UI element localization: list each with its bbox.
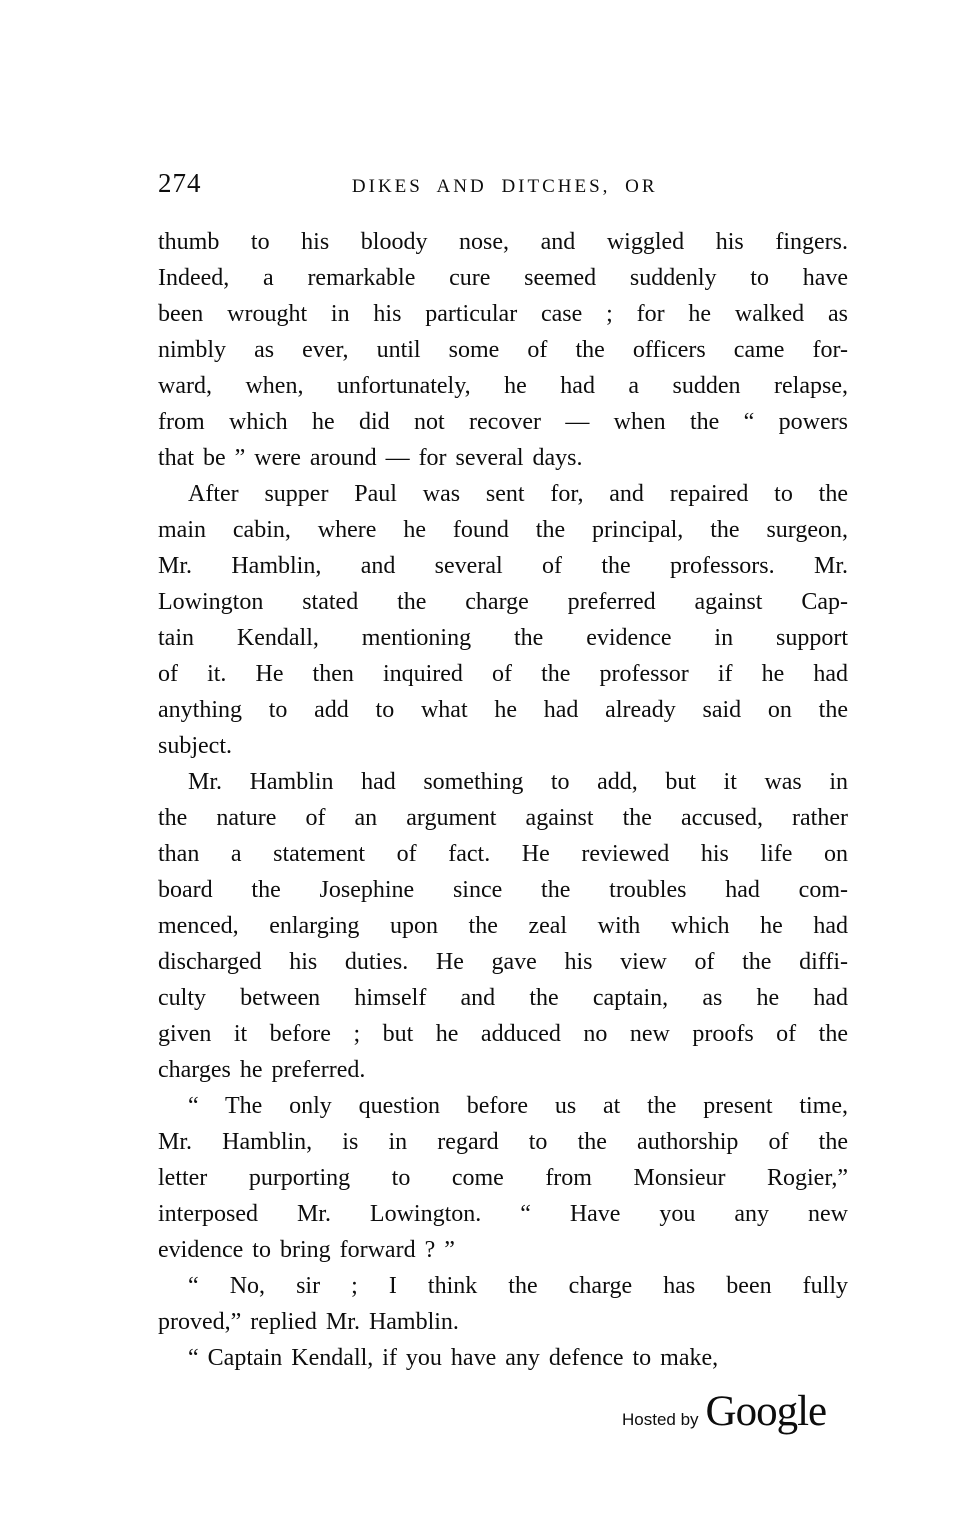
- text-line: Mr. Hamblin, and several of the professors. Mr.: [158, 553, 848, 579]
- paragraph: [158, 1088, 848, 1268]
- text-line: culty between himself and the captain, as he had: [158, 985, 848, 1011]
- page-number: 274: [158, 168, 202, 198]
- text-line: Mr. Hamblin had something to add, but it was in: [188, 769, 848, 795]
- text-line: letter purporting to come from Monsieur Rogier,”: [158, 1165, 848, 1191]
- text-line: the nature of an argument against the accused, rather: [158, 805, 848, 831]
- text-line: discharged his duties. He gave his view of the diffi-: [158, 949, 848, 975]
- text-line: anything to add to what he had already said on the: [158, 697, 848, 723]
- text-line: subject.: [158, 733, 232, 759]
- text-line: proved,” replied Mr. Hamblin.: [158, 1309, 459, 1335]
- text-line: ward, when, unfortunately, he had a sudden relapse,: [158, 373, 848, 399]
- text-line: “ Captain Kendall, if you have any defence to make,: [188, 1345, 719, 1371]
- page-header: [158, 168, 848, 199]
- text-line: “ No, sir ; I think the charge has been fully: [188, 1273, 848, 1299]
- text-line: After supper Paul was sent for, and repaired to the: [188, 481, 848, 507]
- text-line: charges he preferred.: [158, 1057, 366, 1083]
- text-line: thumb to his bloody nose, and wiggled his fingers.: [158, 229, 848, 255]
- paragraph: [158, 1340, 848, 1376]
- text-line: main cabin, where he found the principal, the surgeon,: [158, 517, 848, 543]
- text-line: board the Josephine since the troubles had com-: [158, 877, 848, 903]
- text-line: tain Kendall, mentioning the evidence in support: [158, 625, 848, 651]
- text-line: interposed Mr. Lowington. “ Have you any new: [158, 1201, 848, 1227]
- text-line: Mr. Hamblin, is in regard to the authorship of the: [158, 1129, 848, 1155]
- text-line: given it before ; but he adduced no new proofs of the: [158, 1021, 848, 1047]
- hosted-by-label: Hosted by: [622, 1410, 699, 1429]
- running-title: DIKES AND DITCHES, OR: [351, 176, 658, 197]
- text-line: of it. He then inquired of the professor if he had: [158, 661, 848, 687]
- text-line: “ The only question before us at the present time,: [188, 1093, 848, 1119]
- paragraph: [158, 224, 848, 476]
- text-column: [158, 168, 848, 1376]
- text-line: been wrought in his particular case ; for he walked as: [158, 301, 848, 327]
- body-text: [158, 224, 848, 1376]
- paragraph: [158, 1268, 848, 1340]
- text-line: menced, enlarging upon the zeal with which he had: [158, 913, 848, 939]
- text-line: than a statement of fact. He reviewed his life on: [158, 841, 848, 867]
- text-line: that be ” were around — for several days.: [158, 445, 583, 471]
- text-line: nimbly as ever, until some of the officers came for-: [158, 337, 848, 363]
- paragraph: [158, 764, 848, 1088]
- text-line: evidence to bring forward ? ”: [158, 1237, 455, 1263]
- paragraph: [158, 476, 848, 764]
- text-line: Lowington stated the charge preferred against Cap-: [158, 589, 848, 615]
- google-logo: Google: [705, 1388, 827, 1435]
- text-line: from which he did not recover — when the “ powers: [158, 409, 848, 435]
- text-line: Indeed, a remarkable cure seemed suddenly to have: [158, 265, 848, 291]
- page-footer: [622, 1390, 826, 1433]
